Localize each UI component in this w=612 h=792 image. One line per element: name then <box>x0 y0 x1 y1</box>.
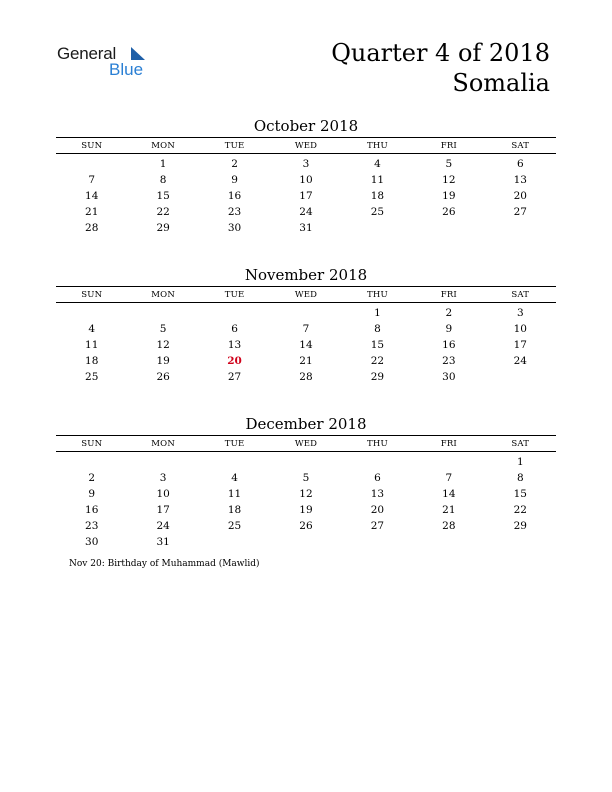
day-cell: 26 <box>299 520 313 532</box>
day-cell: 24 <box>299 206 313 218</box>
day-cell: 6 <box>231 323 238 335</box>
day-cell: 22 <box>156 206 170 218</box>
weekday-label: SUN <box>81 438 103 449</box>
day-cell: 4 <box>88 323 96 335</box>
day-cell: 7 <box>88 174 96 186</box>
month-block <box>56 265 556 385</box>
day-grid <box>56 305 556 385</box>
day-cell: 2 <box>88 472 96 484</box>
day-cell: 9 <box>88 488 96 500</box>
day-cell <box>270 534 341 550</box>
weekday-label: SAT <box>511 140 530 151</box>
day-cell: 31 <box>299 222 313 234</box>
day-cell: 21 <box>442 504 456 516</box>
day-cell: 14 <box>299 339 313 351</box>
day-cell <box>56 305 127 321</box>
day-cell <box>270 454 341 470</box>
day-cell: 18 <box>227 504 242 516</box>
day-cell: 20 <box>513 190 527 202</box>
day-cell: 15 <box>370 339 385 351</box>
day-cell: 28 <box>85 222 99 234</box>
day-cell <box>270 305 341 321</box>
weekday-label: TUE <box>224 289 245 300</box>
month-title: December 2018 <box>245 415 367 433</box>
day-cell: 23 <box>442 355 456 367</box>
day-cell: 16 <box>227 190 242 202</box>
day-cell: 22 <box>370 355 385 367</box>
day-cell: 21 <box>299 355 313 367</box>
day-cell: 27 <box>370 520 385 532</box>
day-cell: 29 <box>156 222 170 234</box>
weekday-label: WED <box>294 289 318 300</box>
day-cell <box>485 534 556 550</box>
weekday-label: MON <box>151 438 175 449</box>
weekday-label: WED <box>294 140 318 151</box>
day-cell: 16 <box>85 504 99 516</box>
day-cell: 25 <box>227 520 242 532</box>
day-cell: 11 <box>370 174 385 186</box>
holiday-day-cell: 20 <box>227 355 242 367</box>
day-cell: 6 <box>374 472 381 484</box>
day-cell: 24 <box>513 355 527 367</box>
day-cell <box>342 220 413 236</box>
day-cell: 11 <box>227 488 242 500</box>
day-cell: 15 <box>513 488 527 500</box>
day-cell: 19 <box>299 504 313 516</box>
day-cell: 20 <box>370 504 385 516</box>
day-cell: 5 <box>159 323 167 335</box>
day-cell <box>127 454 198 470</box>
day-cell: 18 <box>85 355 99 367</box>
day-cell: 3 <box>516 307 524 319</box>
logo-word-blue: Blue <box>109 60 144 79</box>
day-cell: 31 <box>156 536 170 548</box>
day-cell <box>342 454 413 470</box>
day-cell: 16 <box>442 339 456 351</box>
day-cell: 17 <box>156 504 170 516</box>
day-cell: 6 <box>516 158 524 170</box>
day-cell: 17 <box>299 190 313 202</box>
day-cell: 5 <box>302 472 310 484</box>
day-cell: 24 <box>156 520 170 532</box>
day-cell: 1 <box>516 456 524 468</box>
day-cell: 1 <box>374 307 381 319</box>
weekday-label: MON <box>151 289 175 300</box>
day-cell: 7 <box>302 323 310 335</box>
day-cell: 26 <box>442 206 456 218</box>
day-cell <box>485 220 556 236</box>
weekday-label: THU <box>366 289 388 300</box>
day-cell: 13 <box>370 488 385 500</box>
day-cell <box>56 454 127 470</box>
day-cell: 3 <box>302 158 310 170</box>
month-title: October 2018 <box>253 117 359 135</box>
day-cell: 4 <box>374 158 381 170</box>
day-cell: 30 <box>227 222 242 234</box>
day-cell: 1 <box>159 158 167 170</box>
weekday-header <box>56 435 556 452</box>
day-cell: 30 <box>85 536 99 548</box>
day-cell: 3 <box>159 472 167 484</box>
day-cell: 29 <box>513 520 527 532</box>
weekday-label: FRI <box>440 289 457 300</box>
day-cell: 7 <box>445 472 453 484</box>
day-cell <box>199 454 270 470</box>
title-quarter: Quarter 4 of 2018 <box>331 39 550 67</box>
weekday-label: TUE <box>224 140 245 151</box>
month-title: November 2018 <box>244 266 368 284</box>
weekday-label: FRI <box>440 140 457 151</box>
day-cell: 9 <box>231 174 238 186</box>
day-cell: 12 <box>156 339 170 351</box>
day-cell: 30 <box>442 371 456 383</box>
day-cell: 8 <box>159 174 167 186</box>
holiday-note: Nov 20: Birthday of Muhammad (Mawlid) <box>69 559 260 569</box>
month-block <box>56 414 556 550</box>
day-cell: 26 <box>156 371 170 383</box>
day-cell <box>413 220 484 236</box>
month-block <box>56 116 556 236</box>
day-cell <box>413 534 484 550</box>
day-cell <box>413 454 484 470</box>
day-cell: 2 <box>445 307 453 319</box>
weekday-label: SAT <box>511 438 530 449</box>
day-cell: 10 <box>513 323 527 335</box>
day-cell: 10 <box>299 174 313 186</box>
day-cell <box>199 534 270 550</box>
day-cell <box>485 369 556 385</box>
weekday-label: SUN <box>81 140 103 151</box>
day-cell: 27 <box>227 371 242 383</box>
weekday-label: SUN <box>81 289 103 300</box>
day-cell: 2 <box>231 158 238 170</box>
day-cell: 4 <box>231 472 238 484</box>
weekday-label: THU <box>366 140 388 151</box>
weekday-label: TUE <box>224 438 245 449</box>
day-cell: 19 <box>442 190 456 202</box>
day-cell: 14 <box>85 190 99 202</box>
day-cell: 28 <box>299 371 313 383</box>
day-cell: 8 <box>374 323 381 335</box>
day-cell: 23 <box>227 206 242 218</box>
weekday-label: SAT <box>511 289 530 300</box>
day-cell: 25 <box>370 206 385 218</box>
weekday-header <box>56 137 556 154</box>
generalblue-logo <box>57 44 157 80</box>
day-cell: 10 <box>156 488 170 500</box>
weekday-header <box>56 286 556 303</box>
weekday-label: FRI <box>440 438 457 449</box>
day-cell <box>56 156 127 172</box>
day-cell: 29 <box>370 371 385 383</box>
day-cell: 22 <box>513 504 527 516</box>
day-cell: 15 <box>156 190 170 202</box>
weekday-label: WED <box>294 438 318 449</box>
day-cell: 11 <box>85 339 99 351</box>
title-country: Somalia <box>452 69 550 97</box>
day-cell: 9 <box>445 323 453 335</box>
day-cell: 23 <box>85 520 99 532</box>
day-cell: 21 <box>85 206 99 218</box>
day-cell <box>199 305 270 321</box>
day-cell: 25 <box>85 371 99 383</box>
day-cell: 8 <box>516 472 524 484</box>
logo-word-general: General <box>57 44 117 63</box>
weekday-label: MON <box>151 140 175 151</box>
day-grid <box>56 454 556 550</box>
day-cell: 5 <box>445 158 453 170</box>
day-cell: 13 <box>227 339 242 351</box>
day-cell: 12 <box>299 488 313 500</box>
day-cell <box>342 534 413 550</box>
day-cell: 19 <box>156 355 170 367</box>
day-cell: 17 <box>513 339 527 351</box>
day-cell: 18 <box>370 190 385 202</box>
day-cell <box>127 305 198 321</box>
weekday-label: THU <box>366 438 388 449</box>
day-cell: 14 <box>442 488 456 500</box>
day-grid <box>56 156 556 236</box>
page-title <box>331 38 550 98</box>
day-cell: 28 <box>442 520 456 532</box>
day-cell: 27 <box>513 206 527 218</box>
day-cell: 12 <box>442 174 456 186</box>
day-cell: 13 <box>513 174 527 186</box>
